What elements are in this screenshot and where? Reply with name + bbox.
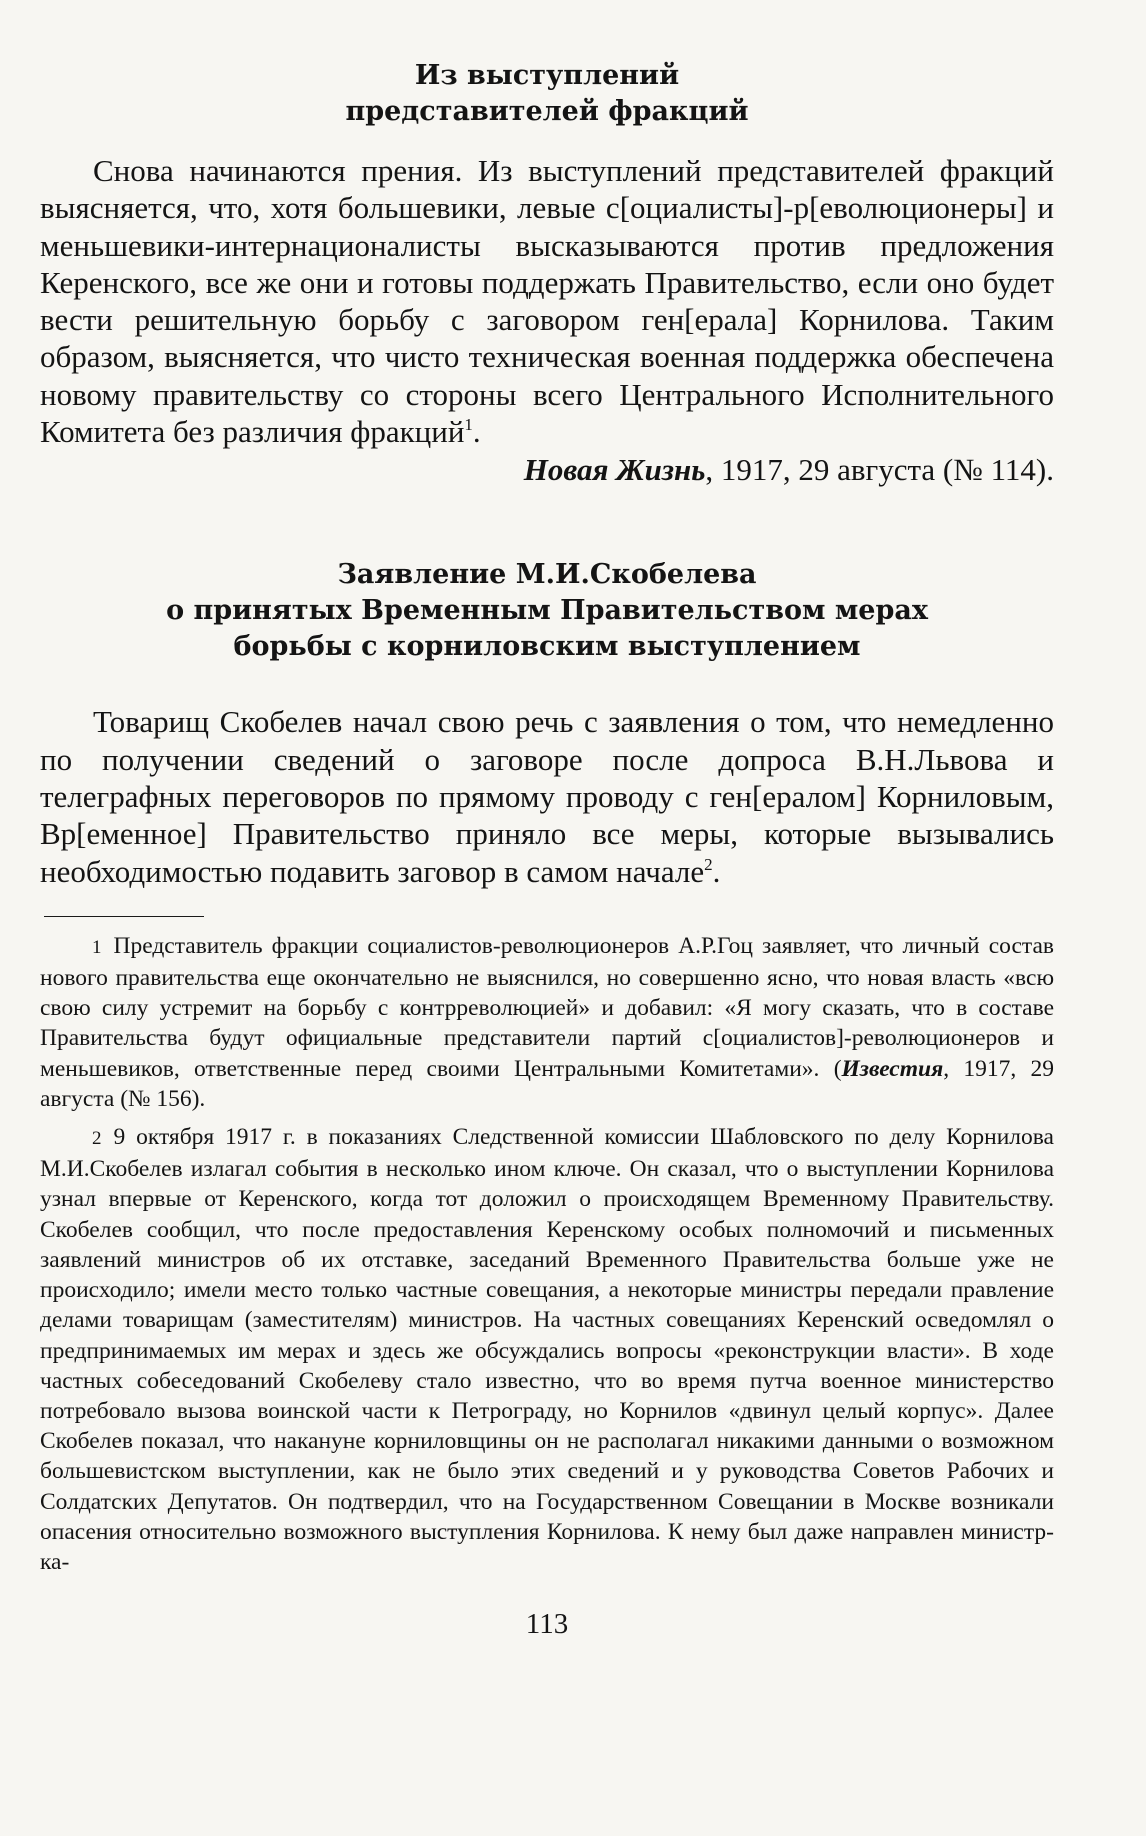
footnote-publication: Известия [841, 1055, 944, 1082]
title-line: Заявление М.И.Скобелева [337, 559, 757, 591]
footnote-2 [40, 1122, 1054, 1577]
page-number: 113 [525, 1608, 569, 1641]
footnote-number: 1 [92, 936, 102, 958]
source-details: , 1917, 29 августа (№ 114). [705, 452, 1054, 488]
footnote-number: 2 [92, 1128, 102, 1150]
footnote-divider [44, 916, 204, 917]
title-line: Из выступлений [414, 60, 680, 91]
source-publication: Новая Жизнь [523, 452, 706, 488]
source-citation [40, 451, 1054, 489]
footnote-1 [40, 931, 1054, 1114]
skobelev-paragraph [40, 703, 1054, 889]
footnote-text-end: , 1917, 29 августа (№ 156). [40, 1055, 1055, 1112]
paragraph-end: . [472, 414, 481, 450]
paragraph-text: Товарищ Скобелев начал свою речь с заявления о том, что немедленно по получении сведений о заговоре после допроса В.Н.Львова и телеграфных переговоров по прямому проводу с ген[ералом] Корниловым, Вр[еменное] Правительство приняло все меры, которые вызывались необходимостью подавить заговор в самом начале [40, 704, 1054, 889]
title-line: о принятых Временным Правительством мерах [166, 595, 928, 627]
footnote-text: 9 октября 1917 г. в показаниях Следственной комиссии Шабловского по делу Корнилова М.И.Скобелев излагал события в несколько ином ключе. Он сказал, что о выступлении Корнилова узнал впервые от Керенского, когда тот доложил о происходящем Временному Правительству. Скобелев сообщил, что после предоставления Керенскому особых полномочий и письменных заявлений министров об их отставке, заседаний Временного Правительства больше уже не происходило; имели место только частные совещания, а некоторые министры передали правление делами товарищам (заместителям) министров. На частных совещаниях Керенский осведомлял о предпринимаемых им мерах и здесь же обсуждались вопросы «реконструкции власти». В ходе частных собеседований Скобелеву стало известно, что во время путча военное министерство потребовало вызова воинской части к Петрограду, но Корнилов «двинул целый корпус». Далее Скобелев показал, что накануне корниловщины он не располагал никакими данными о возможном большевистском выступлении, как не было этих сведений и у руководства Советов Рабочих и Солдатских Депутатов. Он подтвердил, что на Государственном Совещании в Москве возникали опасения относительно возможного выступления Корнилова. К нему был даже направлен министр-ка- [40, 1124, 1054, 1575]
paragraph-end: . [712, 853, 721, 889]
title-line: представителей фракций [345, 96, 749, 127]
title-line: борьбы с корниловским выступлением [233, 631, 861, 663]
factions-paragraph [40, 152, 1054, 450]
paragraph-text: Снова начинаются прения. Из выступлений представителей фракций выясняется, что, хотя большевики, левые с[оциалисты]-р[еволюционеры] и меньшевики-интернационалисты высказываются против предложения Керенского, все же они и готовы поддержать Правительство, если оно будет вести решительную борьбу с заговором ген[ерала] Корнилова. Таким образом, выясняется, что чисто техническая военная поддержка обеспечена новому правительству со стороны всего Центрального Исполнительного Комитета без различия фракций [40, 153, 1054, 450]
section-title-skobelev [40, 557, 1054, 665]
section-title-factions [40, 58, 1054, 130]
footnote-text: Представитель фракции социалистов-революционеров А.Р.Гоц заявляет, что личный состав нового правительства еще окончательно не выяснился, но совершенно ясно, что новая власть «всю свою силу устремит на борьбу с контрреволюцией» и добавил: «Я могу сказать, что в составе Правительства будут официальные представители партий с[оциалистов]-революционеров и меньшевиков, ответственные перед своими Центральными Комитетами». ( [40, 932, 1054, 1082]
document-page [40, 58, 1054, 1641]
footnote-reference: 1 [464, 415, 473, 435]
footnote-reference: 2 [704, 854, 713, 874]
